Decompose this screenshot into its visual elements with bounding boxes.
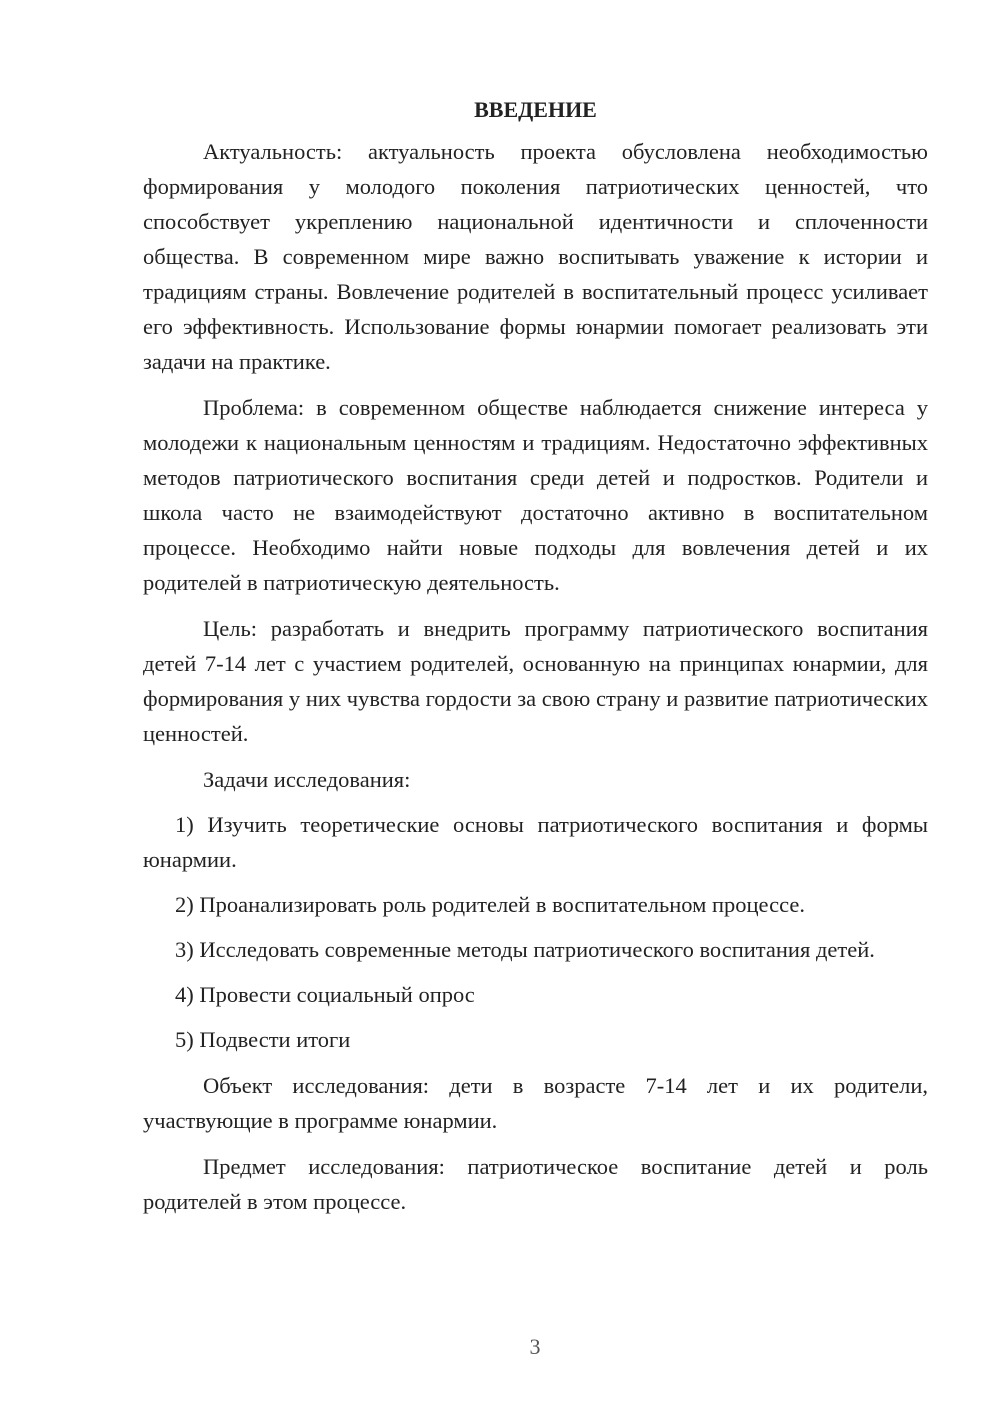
goal-paragraph: Цель: разработать и внедрить программу патриотического воспитания детей 7-14 лет с участием родителей, основанную на принципах юнармии, для формирования у них чувства гордости за свою страну и развитие патриотических ценностей. xyxy=(143,616,928,746)
object-paragraph: Объект исследования: дети в возрасте 7-14 лет и их родители, участвующие в программе юнармии. xyxy=(143,1073,928,1133)
task-item: 4) Провести социальный опрос xyxy=(175,982,475,1007)
tasks-heading: Задачи исследования: xyxy=(203,767,411,792)
section-title: ВВЕДЕНИЕ xyxy=(474,97,597,122)
task-item: 1) Изучить теоретические основы патриотического воспитания и формы юнармии. xyxy=(143,812,928,872)
problem-paragraph: Проблема: в современном обществе наблюдается снижение интереса у молодежи к национальным ценностям и традициям. Недостаточно эффективных методов патриотического воспитания среди детей и подростков. Родители и школа часто не взаимодействуют достаточно активно в воспитательном процессе. Необходимо найти новые подходы для вовлечения детей и их родителей в патриотическую деятельность. xyxy=(143,395,928,595)
document-body xyxy=(143,90,928,1219)
task-item: 5) Подвести итоги xyxy=(175,1027,351,1052)
subject-paragraph: Предмет исследования: патриотическое воспитание детей и роль родителей в этом процессе. xyxy=(143,1154,928,1214)
relevance-paragraph: Актуальность: актуальность проекта обусловлена необходимостью формирования у молодого поколения патриотических ценностей, что способствует укреплению национальной идентичности и сплоченности общества. В современном мире важно воспитывать уважение к истории и традициям страны. Вовлечение родителей в воспитательный процесс усиливает его эффективность. Использование формы юнармии помогает реализовать эти задачи на практике. xyxy=(143,139,928,374)
task-item: 3) Исследовать современные методы патриотического воспитания детей. xyxy=(175,937,875,962)
page-number: 3 xyxy=(529,1334,541,1359)
task-item: 2) Проанализировать роль родителей в воспитательном процессе. xyxy=(175,892,805,917)
